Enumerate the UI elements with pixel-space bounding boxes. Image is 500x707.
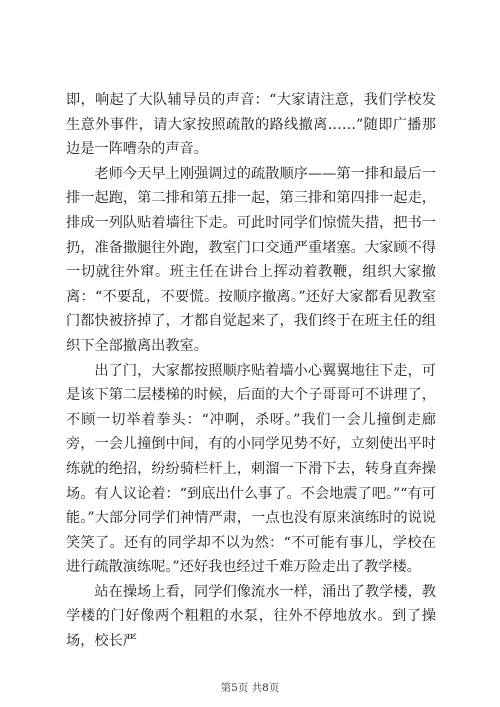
paragraph-4: 站在操场上看，同学们像流水一样，涌出了教学楼，教学楼的门好像两个粗粗的水泵，往外不停地放水。到了操场，校长严 (66, 583, 436, 650)
document-body (66, 88, 436, 654)
paragraph-1: 即，响起了大队辅导员的声音：“大家请注意，我们学校发生意外事件，请大家按照疏散的路线撤离……”随即广播那边是一阵嘈杂的声音。 (66, 92, 436, 158)
paragraph-2: 老师今天早上刚强调过的疏散顺序——第一排和最后一排一起跑，第二排和第五排一起，第三排和第四排一起走，排成一列队贴着墙往下走。可此时同学们惊慌失措，把书一扔，准备撒腿往外跑，教室门口交通严重堵塞。大家顾不得一切就往外窜。班主任在讲台上挥动着教鞭，组织大家撤离：“不要乱，不要慌。按顺序撤离。”还好大家都看见教室门都快被挤掉了，才都自觉起来了，我们终于在班主任的组织下全部撤离出教室。 (66, 165, 436, 354)
paragraph-3: 出了门，大家都按照顺序贴着墙小心翼翼地往下走，可是该下第二层楼梯的时候，后面的大个子哥哥可不讲理了，不顾一切举着拳头：“冲啊，杀呀。”我们一会儿撞倒走廊旁，一会儿撞倒中间，有的小同学见势不好，立刻使出平时练就的绝招，纷纷骑栏杆上，刺溜一下滑下去，转身直奔操场。有人议论着：“到底出什么事了。不会地震了吧。”“有可能。”大部分同学们神情严肃，一点也没有原来演练时的说说笑笑了。还有的同学却不以为然：“不可能有事儿，学校在进行疏散演练呢。”还好我也经过千难万险走出了教学楼。 (66, 362, 436, 576)
page-number-footer: 第5页 共8页 (220, 682, 280, 694)
